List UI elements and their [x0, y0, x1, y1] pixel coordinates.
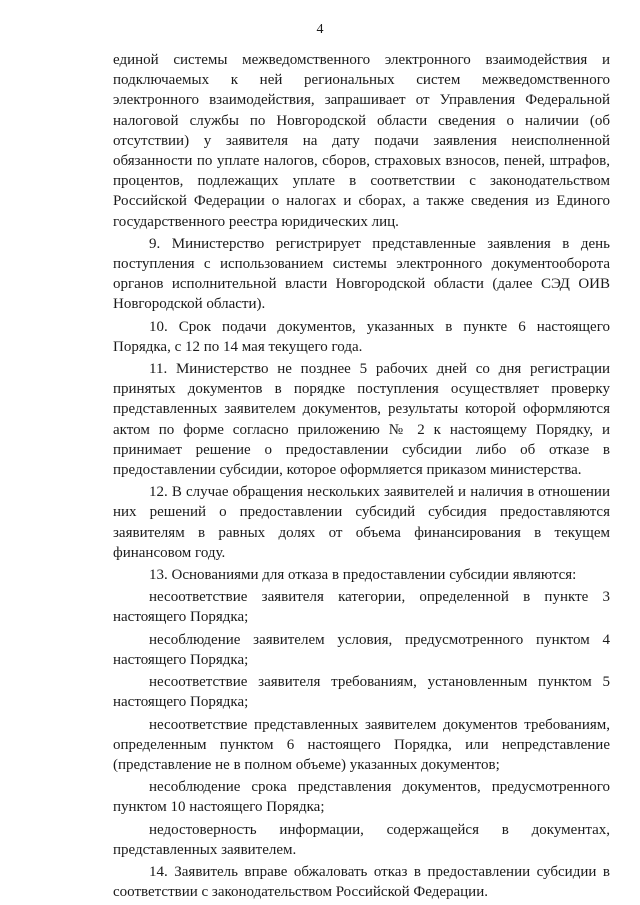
paragraph-10: 10. Срок подачи документов, указанных в пункте 6 настоящего Порядка, с 12 по 14 мая текущего года.: [113, 318, 610, 355]
refusal-reason-item: несоблюдение срока представления документов, предусмотренного пунктом 10 настоящего Порядка;: [113, 779, 610, 816]
paragraph-9: 9. Министерство регистрирует представленные заявления в день поступления с использованием системы электронного документооборота органов исполнительной власти Новгородской области (далее СЭД ОИВ Новгородской области).: [113, 235, 610, 313]
refusal-reason-item: несоблюдение заявителем условия, предусмотренного пунктом 4 настоящего Порядка;: [113, 631, 610, 668]
refusal-reason-item: несоответствие заявителя требованиям, установленным пунктом 5 настоящего Порядка;: [113, 674, 610, 711]
paragraph-11: 11. Министерство не позднее 5 рабочих дней со дня регистрации принятых документов в порядке поступления осуществляет проверку представленных заявителем документов, результаты которой оформляются актом по форме согласно приложению № 2 к настоящему Порядку, и принимает решение о предоставлении субсидии либо об отказе в предоставлении субсидии, которое оформляется приказом министерства.: [113, 361, 610, 479]
paragraph-13: 13. Основаниями для отказа в предоставлении субсидии являются:: [149, 567, 577, 584]
paragraph-8-continuation: единой системы межведомственного электронного взаимодействия и подключаемых к ней региональных систем межведомственного электронного взаимодействия, запрашивает от Управления Федеральной налоговой службы по Новгородской области сведения о наличии (об отсутствии) у заявителя на дату подачи заявления неисполненной обязанности по уплате налогов, сборов, страховых взносов, пеней, штрафов, процентов, подлежащих уплате в соответствии с законодательством Российской Федерации о налогах и сборах, а также сведения из Единого государственного реестра юридических лиц.: [113, 52, 610, 230]
refusal-reason-item: несоответствие представленных заявителем документов требованиям, определенным пунктом 6 настоящего Порядка, или непредставление (представление не в полном объеме) указанных документов;: [113, 716, 610, 773]
refusal-reason-item: недостоверность информации, содержащейся в документах, представленных заявителем.: [113, 821, 610, 858]
paragraph-14: 14. Заявитель вправе обжаловать отказ в предоставлении субсидии в соответствии с законодательством Российской Федерации.: [113, 863, 610, 901]
paragraph-12: 12. В случае обращения нескольких заявителей и наличия в отношении них решений о предоставлении субсидий субсидия предоставляются заявителям в равных долях от объема финансирования в текущем финансовом году.: [113, 484, 610, 561]
refusal-reason-item: несоответствие заявителя категории, определенной в пункте 3 настоящего Порядка;: [113, 589, 610, 626]
document-body: [113, 50, 610, 904]
page-number: 4: [316, 22, 324, 37]
